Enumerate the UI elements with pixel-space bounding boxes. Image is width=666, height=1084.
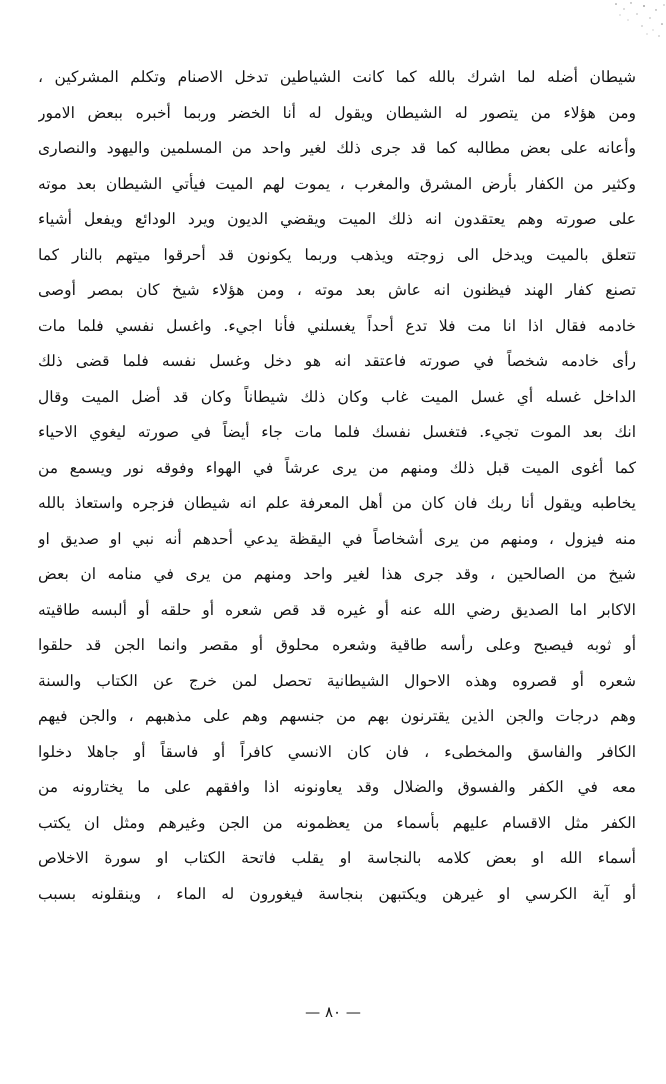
text-line: تتعلق بالميت ويدخل الى زوجته ويذهب وربما يكونون قد أحرقوا ميتهم بالنار كما [38,245,636,264]
text-line: شعره أو قصروه وهذه الاحوال الشيطانية تحصل لمن خرج عن الكتاب والسنة [38,671,636,690]
text-line: أسماء الله او بعض كلامه بالنجاسة او يقلب فاتحة الكتاب او سورة الاخلاص [38,849,636,867]
text-line: كما أغوى الميت قبل ذلك ومنهم من يرى عرشاً في الهواء وفوقه نور ويسمع من [38,458,636,477]
text-line: رأى خادمه شخصاً في صورته فاعتقد انه هو دخل وغسل نفسه فلما قضى ذلك [38,352,636,370]
text-line: الاكابر اما الصديق رضي الله عنه أو غيره قد قص شعره أو حلقه أو ألبسه طاقيته [38,600,636,619]
text-line: منه فيزول ، ومنهم من يرى أشخاصاً في اليقظة يدعي أحدهم أنه نبي او صديق او [38,529,636,548]
text-line: شيطان أضله لما اشرك بالله كما كانت الشياطين تدخل الاصنام وتكلم المشركين ، [38,68,636,86]
scan-speckle-mark [606,0,666,40]
text-line: أو آية الكرسي او غيرهن ويكتبهن بنجاسة فيغورون له الماء ، وينقلونه بسبب [38,884,636,903]
text-line: شيخ من الصالحين ، وقد جرى هذا لغير واحد ومنهم من يرى في منامه ان بعض [38,565,636,583]
text-line: معه في الكفر والفسوق والضلال وقد يعاونونه اذا وافقهم على ما يختارونه من [38,778,636,796]
text-line: تصنع كفار الهند فيظنون انه عاش بعد موته ، ومن هؤلاء شيخ كان بمصر أوصى [38,281,636,299]
text-line: خادمه فقال اذا انا مت فلا تدع أحداً يغسلني فأنا اجيء. واغسل نفسي فلما مات [38,316,636,335]
text-line: الداخل غسله أي غسل الميت غاب وكان ذلك شيطاناً وكان قد أضل الميت وقال [38,387,636,406]
text-line: يخاطبه ويقول أنا ربك فان كان من أهل المعرفة علم انه شيطان فزجره واستعاذ بالله [38,494,636,512]
text-line: وأعانه على بعض مطالبه كما قد جرى ذلك لغير واحد من المسلمين واليهود والنصارى [38,139,636,157]
text-line: وكثير من الكفار بأرض المشرق والمغرب ، يموت لهم الميت فيأتي الشيطان بعد موته [38,174,636,193]
text-line: ومن هؤلاء من يتصور له الشيطان ويقول له أنا الخضر وربما أخبره ببعض الامور [38,103,636,122]
text-line: الكفر مثل الاقسام عليهم بأسماء من يعظمونه من الجن وغيرهم ومثل ان يكتب [38,813,636,832]
page-number: — ٨٠ — [305,1003,361,1021]
text-line: الكافر والفاسق والمخطىء ، فان كان الانسي كافراً أو فاسقاً أو جاهلا دخلوا [38,742,636,761]
page-body-text [38,60,636,912]
text-line: أو ثوبه فيصبح وعلى رأسه طاقية وشعره محلوق أو مقصر وانما الجن قد حلقوا [38,636,636,654]
text-line: انك بعد الموت تجيء. فتغسل نفسك فلما مات جاء أيضاً في صورته ليغوي الاحياء [38,423,636,441]
text-line: وهم درجات والجن الذين يقترنون بهم من جنسهم وهم على مذهبهم ، والجن فيهم [38,707,636,725]
text-line: على صورته وهم يعتقدون انه ذلك الميت ويقضي الديون ويرد الودائع ويفعل أشياء [38,210,636,228]
